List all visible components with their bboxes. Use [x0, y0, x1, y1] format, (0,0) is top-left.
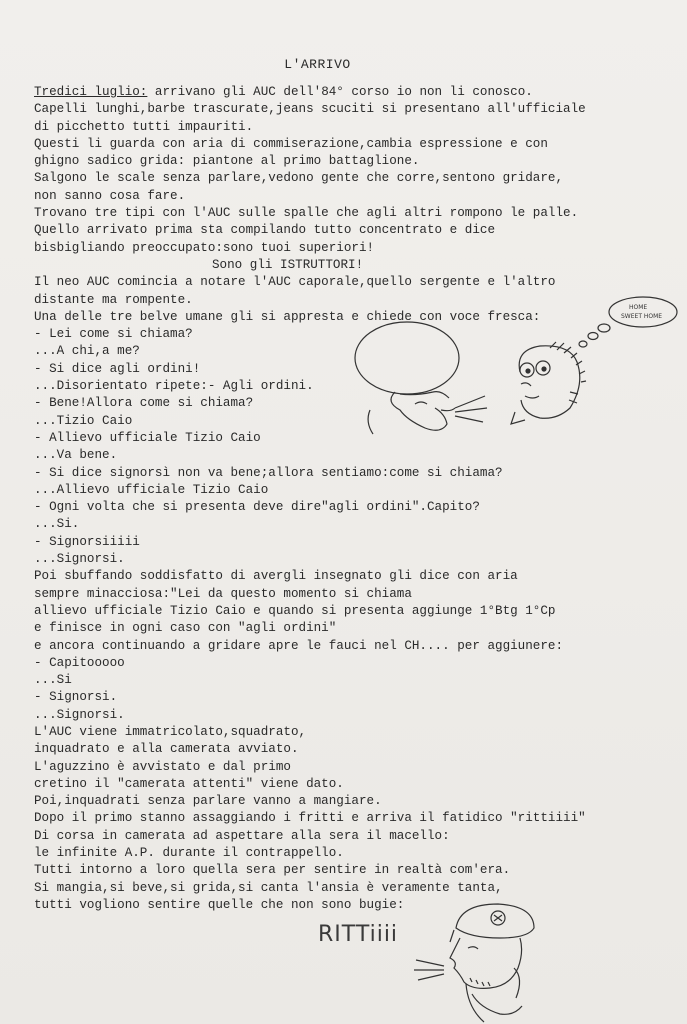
- text-line: [34, 153, 664, 170]
- text-line: [34, 499, 664, 516]
- line-text: Trovano tre tipi con l'AUC sulle spalle che agli altri rompono le palle.: [34, 206, 579, 221]
- text-line: [34, 724, 664, 741]
- instructor-head: [450, 938, 522, 988]
- text-line: [34, 672, 664, 689]
- instructor-beret: [355, 322, 459, 394]
- text-line: [34, 603, 664, 620]
- text-line: [34, 689, 664, 706]
- text-line: [34, 586, 664, 603]
- shouting-instructor-drawing: [345, 292, 687, 442]
- cap-instructor-drawing: [410, 898, 550, 1024]
- document-body: [34, 84, 664, 914]
- line-text: cretino il "camerata attenti" viene dato.: [34, 776, 344, 791]
- line-text: - Capitooooo: [34, 655, 125, 670]
- line-text: Si mangia,si beve,si grida,si canta l'ansia è veramente tanta,: [34, 880, 503, 895]
- text-line: [34, 188, 664, 205]
- line-text: Quello arrivato prima sta compilando tutto concentrato e dice: [34, 223, 496, 238]
- text-line: [34, 741, 664, 758]
- line-text: ...Si: [34, 673, 72, 688]
- page-title: L'ARRIVO: [284, 57, 351, 72]
- text-line: [34, 655, 664, 672]
- text-line: [34, 845, 664, 862]
- line-text: - Lei come si chiama?: [34, 327, 193, 342]
- text-line: [34, 240, 664, 257]
- text-line: [34, 793, 664, 810]
- line-text: ghigno sadico grida: piantone al primo battaglione.: [34, 154, 420, 169]
- line-text: L'AUC viene immatricolato,squadrato,: [34, 724, 307, 739]
- line-text: bisbigliando preoccupato:sono tuoi superiori!: [34, 240, 375, 255]
- text-line: [34, 759, 664, 776]
- text-line: [34, 534, 664, 551]
- text-line: [34, 862, 664, 879]
- line-text: Il neo AUC comincia a notare l'AUC caporale,quello sergente e l'altro: [34, 275, 556, 290]
- line-text: ...Allievo ufficiale Tizio Caio: [34, 482, 269, 497]
- line-text: - Allievo ufficiale Tizio Caio: [34, 430, 261, 445]
- line-text: - Signorsi.: [34, 690, 118, 705]
- text-line: [34, 828, 664, 845]
- line-text: ...Tizio Caio: [34, 413, 133, 428]
- line-text: Poi,inquadrati senza parlare vanno a mangiare.: [34, 794, 382, 809]
- line-text: di picchetto tutti impauriti.: [34, 119, 254, 134]
- text-line: [34, 222, 664, 239]
- text-line: [34, 274, 664, 291]
- line-text: Una delle tre belve umane gli si appresta e chiede con voce fresca:: [34, 309, 541, 324]
- line-text: Salgono le scale senza parlare,vedono gente che corre,sentono gridare,: [34, 171, 564, 186]
- text-line: [34, 568, 664, 585]
- line-text: - Si dice agli ordini!: [34, 361, 201, 376]
- text-line: [34, 880, 664, 897]
- text-line: [34, 447, 664, 464]
- line-text: ...A chi,a me?: [34, 344, 140, 359]
- line-text: - Signorsiiiii: [34, 534, 140, 549]
- line-text: Poi sbuffando soddisfatto di avergli insegnato gli dice con aria: [34, 569, 518, 584]
- line-text: Capelli lunghi,barbe trascurate,jeans scuciti si presentano all'ufficiale: [34, 102, 586, 117]
- text-line: [34, 170, 664, 187]
- line-text: - Si dice signorsì non va bene;allora sentiamo:come si chiama?: [34, 465, 503, 480]
- line-text: - Ogni volta che si presenta deve dire"agli ordini".Capito?: [34, 500, 480, 515]
- line-text: Di corsa in camerata ad aspettare alla sera il macello:: [34, 828, 450, 843]
- line-text: e finisce in ogni caso con "agli ordini": [34, 621, 337, 636]
- line-text: ...Si.: [34, 517, 80, 532]
- text-line: [34, 101, 664, 118]
- instructor-face: [391, 392, 447, 430]
- line-text: Sono gli ISTRUTTORI!: [212, 257, 364, 272]
- line-text: tutti vogliono sentire quelle che non sono bugie:: [34, 897, 405, 912]
- line-text: le infinite A.P. durante il contrappello.: [34, 846, 344, 861]
- text-line: [34, 897, 664, 914]
- line-text: inquadrato e alla camerata avviato.: [34, 742, 299, 757]
- text-line: [34, 136, 664, 153]
- bubble-text-line1: HOME: [629, 304, 648, 311]
- line-text: Tutti intorno a loro quella sera per sentire in realtà com'era.: [34, 863, 511, 878]
- text-line: [34, 707, 664, 724]
- text-line: [34, 465, 664, 482]
- line-text: allievo ufficiale Tizio Caio e quando si presenta aggiunge 1°Btg 1°Cp: [34, 603, 556, 618]
- thought-bubble: [609, 297, 677, 327]
- line-text: L'aguzzino è avvistato e dal primo: [34, 759, 291, 774]
- bubble-text-line2: SWEET HOME: [621, 313, 663, 320]
- text-line: [34, 620, 664, 637]
- line-text: arrivano gli AUC dell'84° corso io non li conosco.: [147, 85, 533, 99]
- text-line: [34, 84, 664, 101]
- text-line: [34, 516, 664, 533]
- text-line: [34, 205, 664, 222]
- shout-text: RITTiiii: [318, 922, 399, 947]
- line-text: ...Signorsi.: [34, 707, 125, 722]
- line-text: Questi li guarda con aria di commiserazione,cambia espressione e con: [34, 136, 548, 151]
- line-text: distante ma rompente.: [34, 292, 193, 307]
- text-line: [34, 776, 664, 793]
- line-text: non sanno cosa fare.: [34, 188, 186, 203]
- text-line: [34, 638, 664, 655]
- text-line: [34, 257, 664, 274]
- text-line: [34, 482, 664, 499]
- line-text: - Bene!Allora come si chiama?: [34, 396, 254, 411]
- date-lead: Tredici luglio:: [34, 85, 148, 99]
- recruit-head: [519, 346, 580, 418]
- text-line: [34, 119, 664, 136]
- line-text: ...Signorsi.: [34, 552, 125, 567]
- line-text: ...Disorientato ripete:- Agli ordini.: [34, 379, 314, 394]
- line-text: ...Va bene.: [34, 448, 118, 463]
- line-text: Dopo il primo stanno assaggiando i fritti e arriva il fatidico "rittiiii": [34, 811, 586, 826]
- line-text: e ancora continuando a gridare apre le fauci nel CH.... per aggiunere:: [34, 638, 564, 653]
- line-text: sempre minacciosa:"Lei da questo momento si chiama: [34, 586, 412, 601]
- text-line: [34, 810, 664, 827]
- text-line: [34, 551, 664, 568]
